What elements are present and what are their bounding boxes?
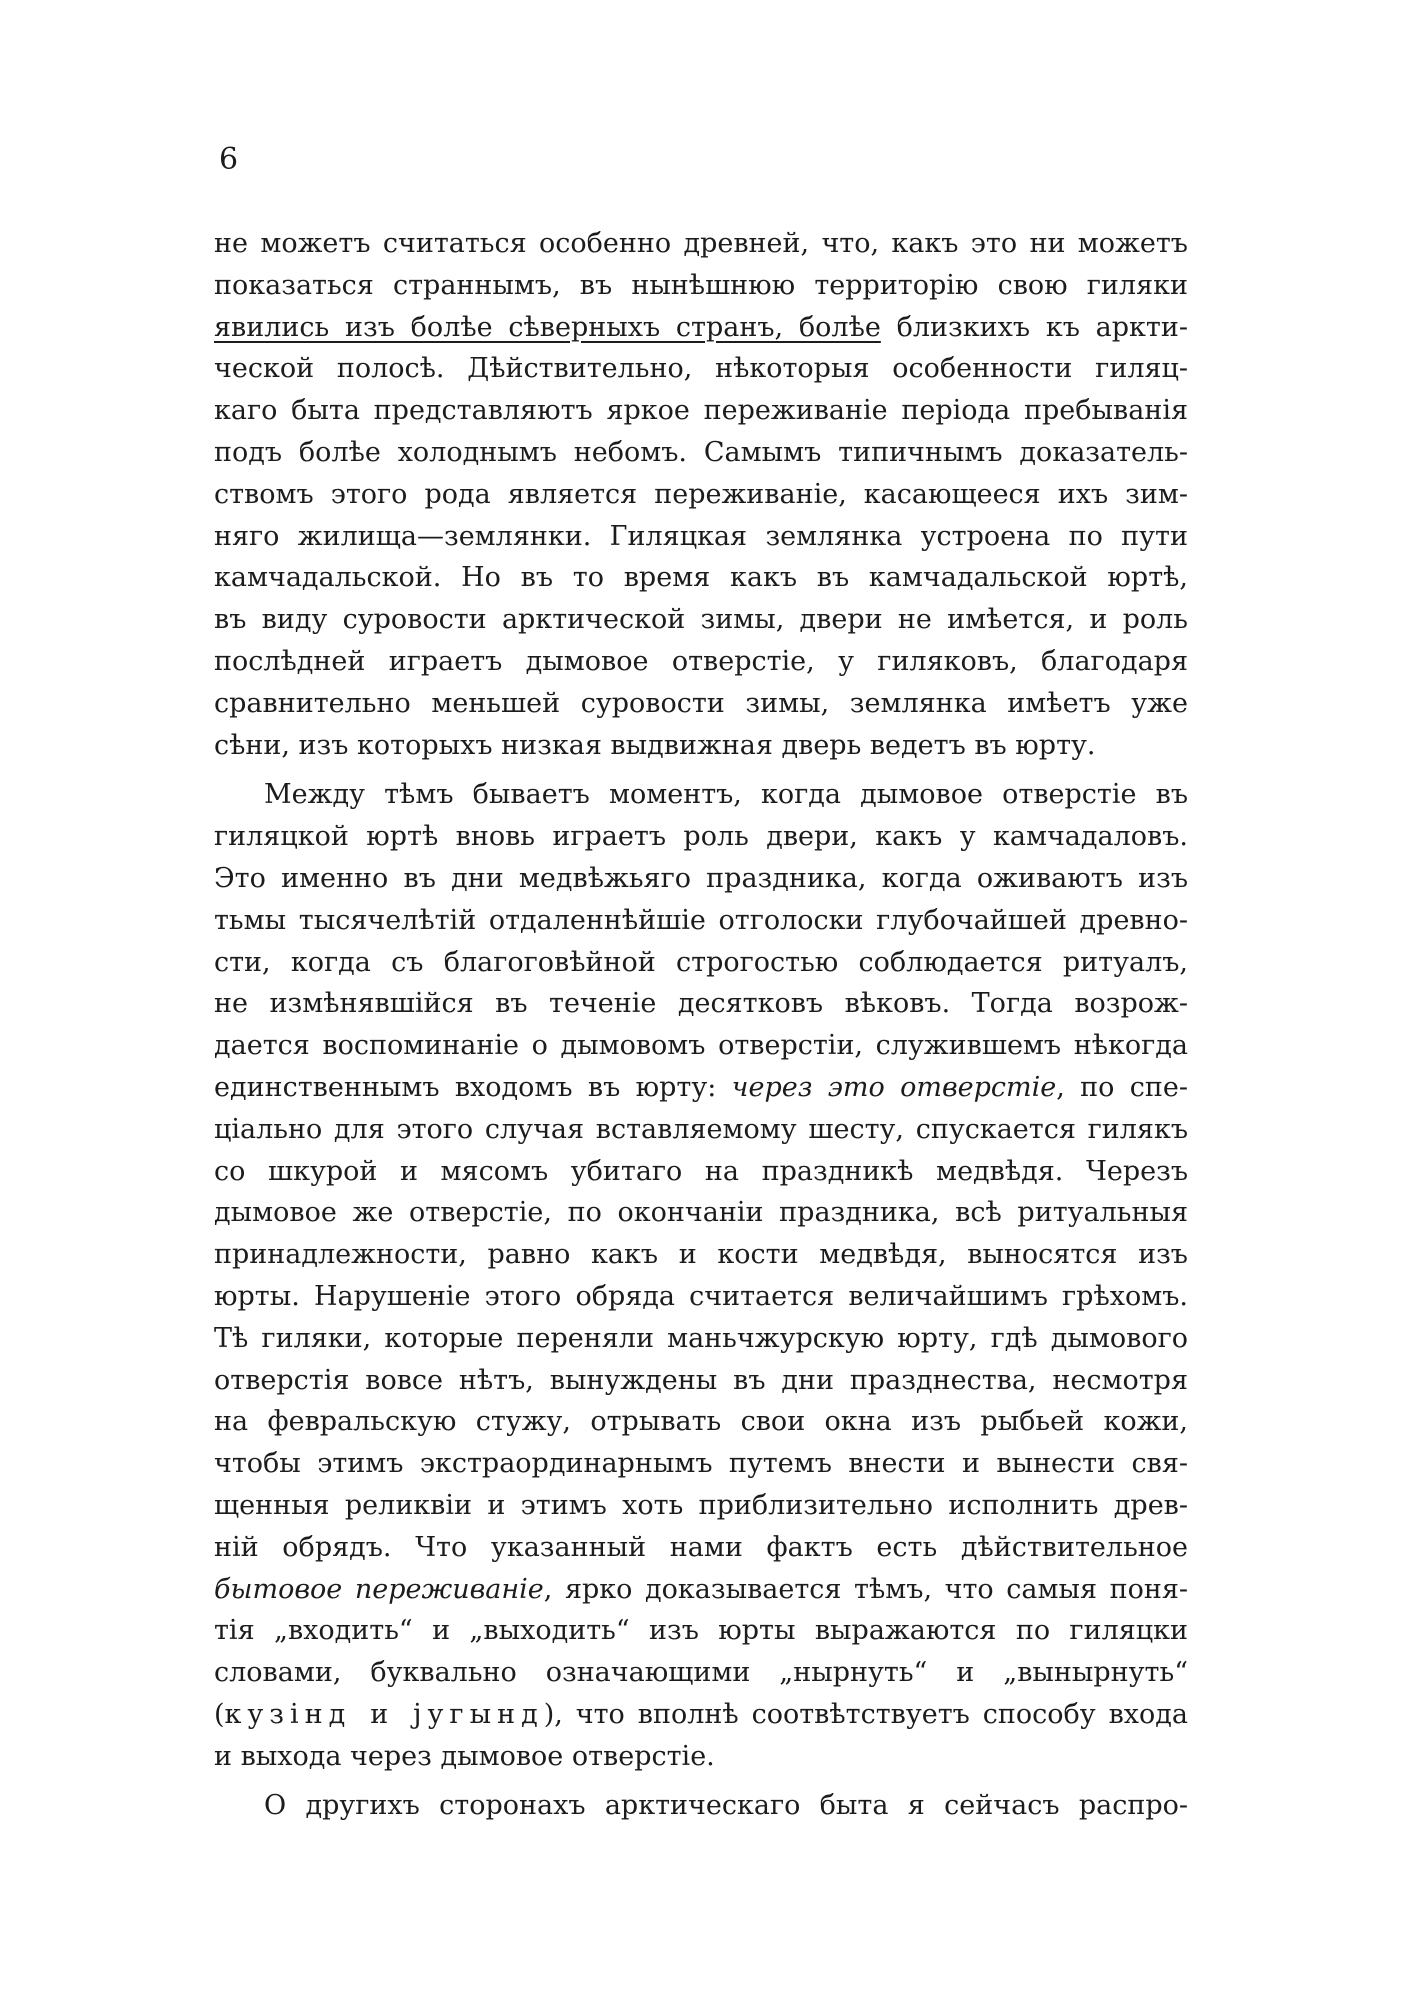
text-line: щенныя реликвіи и этимъ хоть приблизительно исполнить древ- (214, 1489, 1188, 1521)
text-line: показаться страннымъ, въ нынѣшнюю территорію свою гиляки (214, 269, 1188, 301)
text-line: юрты. Нарушеніе этого обряда считается величайшимъ грѣхомъ. (214, 1280, 1188, 1312)
text-line: сти, когда съ благоговѣйной строгостью соблюдается ритуалъ, (214, 946, 1188, 978)
paragraph (214, 223, 1188, 766)
text-line: подъ болѣе холоднымъ небомъ. Самымъ типичнымъ доказатель- (214, 436, 1188, 468)
text-line: словами, буквально означающими „нырнуть“ и „вынырнуть“ (214, 1657, 1188, 1689)
text-line: камчадальской. Но въ то время какъ въ камчадальской юртѣ, (214, 562, 1188, 594)
spaced-emphasis: кузінд и југынд (224, 1698, 544, 1730)
text-line: сравнительно меньшей суровости зимы, землянка имѣетъ уже (214, 687, 1188, 719)
text-line: ній обрядъ. Что указанный нами фактъ есть дѣйствительное (214, 1531, 1188, 1563)
text-line: и выхода через дымовое отверстіе. (214, 1740, 715, 1772)
text-line: (кузінд и југынд), что вполнѣ соотвѣтствуетъ способу входа (214, 1698, 1188, 1730)
text-line: послѣдней играетъ дымовое отверстіе, у гиляковъ, благодаря (214, 645, 1188, 677)
body-text (214, 223, 1188, 1827)
text-line: Это именно въ дни медвѣжьяго праздника, когда оживаютъ изъ (214, 862, 1188, 894)
text-line: принадлежности, равно какъ и кости медвѣдя, выносятся изъ (214, 1239, 1188, 1271)
text-line: со шкурой и мясомъ убитаго на праздникѣ медвѣдя. Черезъ (214, 1155, 1188, 1187)
text-line: ціально для этого случая вставляемому шесту, спускается гилякъ (214, 1113, 1188, 1145)
text-line: няго жилища—землянки. Гиляцкая землянка устроена по пути (214, 520, 1188, 552)
italic-emphasis: через это отверстіе (731, 1071, 1057, 1103)
pencil-underline: явились изъ болѣе сѣверныхъ странъ, болѣе (214, 311, 881, 343)
text-line: тія „входить“ и „выходить“ изъ юрты выражаются по гиляцки (214, 1615, 1188, 1647)
text-line: на февральскую стужу, отрывать свои окна изъ рыбьей кожи, (214, 1406, 1188, 1438)
text-line: бытовое переживаніе, ярко доказывается тѣмъ, что самыя поня- (214, 1573, 1188, 1605)
text-line: сѣни, изъ которыхъ низкая выдвижная дверь ведетъ въ юрту. (214, 729, 1096, 761)
paragraph (214, 774, 1188, 1777)
text-line: ческой полосѣ. Дѣйствительно, нѣкоторыя особенности гиляц- (214, 353, 1188, 385)
paragraph (214, 1785, 1188, 1827)
text-line: гиляцкой юртѣ вновь играетъ роль двери, какъ у камчадаловъ. (214, 821, 1188, 853)
page-number: 6 (219, 142, 240, 177)
text-line: не можетъ считаться особенно древней, что, какъ это ни можетъ (214, 228, 1188, 259)
text-line: тьмы тысячелѣтій отдаленнѣйшіе отголоски глубочайшей древно- (214, 904, 1188, 936)
text-line: Между тѣмъ бываетъ моментъ, когда дымовое отверстіе въ (264, 779, 1188, 811)
text-line: дается воспоминаніе о дымовомъ отверстіи, служившемъ нѣкогда (214, 1030, 1188, 1062)
text-line: въ виду суровости арктической зимы, двери не имѣется, и роль (214, 604, 1188, 636)
text-line: ствомъ этого рода является переживаніе, касающееся ихъ зим- (214, 478, 1188, 510)
text-line: явились изъ болѣе сѣверныхъ странъ, болѣе близкихъ къ аркти- (214, 311, 1188, 343)
text-line: не измѣнявшійся въ теченіе десятковъ вѣковъ. Тогда возрож- (214, 988, 1188, 1020)
text-line: дымовое же отверстіе, по окончаніи праздника, всѣ ритуальныя (214, 1197, 1188, 1229)
text-line: Тѣ гиляки, которые переняли маньчжурскую юрту, гдѣ дымового (214, 1322, 1188, 1354)
text-line: единственнымъ входомъ въ юрту: через это отверстіе, по спе- (214, 1071, 1188, 1103)
text-line: О другихъ сторонахъ арктическаго быта я сейчасъ распро- (264, 1790, 1188, 1822)
text-line: отверстія вовсе нѣтъ, вынуждены въ дни празднества, несмотря (214, 1364, 1188, 1396)
italic-emphasis: бытовое переживаніе (214, 1573, 544, 1605)
text-line: каго быта представляютъ яркое переживаніе періода пребыванія (214, 395, 1188, 427)
text-line: чтобы этимъ экстраординарнымъ путемъ внести и вынести свя- (214, 1448, 1188, 1480)
